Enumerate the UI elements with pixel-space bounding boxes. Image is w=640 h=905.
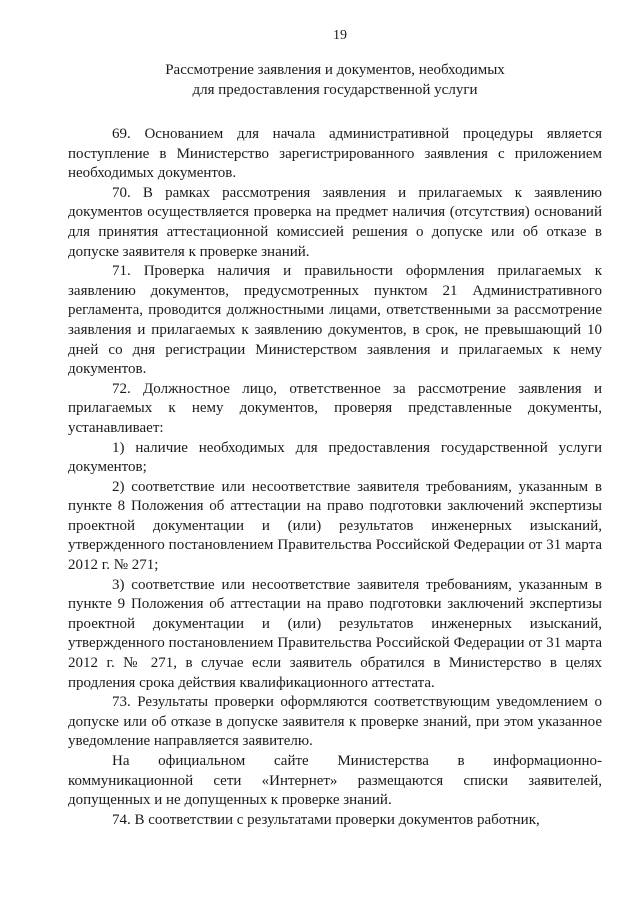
paragraph-74: 74. В соответствии с результатами проверки документов работник,	[112, 811, 540, 828]
page-number: 19	[333, 28, 347, 43]
list-item-3: 3) соответствие или несоответствие заявителя требованиям, указанным в пункте 9 Положения об аттестации на право подготовки заключений экспертизы проектной документации и (или) результатов инженерных изысканий, утвержденного постановлением Правительства Российской Федерации от 31 марта 2012 г. № 271, в случае если заявитель обратился в Министерство в целях продления срока действия квалификационного аттестата.	[68, 576, 602, 691]
paragraph-72: 72. Должностное лицо, ответственное за рассмотрение заявления и прилагаемых к нему документов, проверяя представленные документы, устанавливает:	[68, 380, 602, 436]
paragraph-69: 69. Основанием для начала административной процедуры является поступление в Министерство зарегистрированного заявления с приложением необходимых документов.	[68, 126, 602, 182]
list-item-1: 1) наличие необходимых для предоставления государственной услуги документов;	[68, 439, 602, 476]
section-title	[68, 60, 602, 100]
body-text	[68, 125, 602, 830]
section-title-line-1: Рассмотрение заявления и документов, необходимых	[165, 62, 505, 78]
paragraph-70: 70. В рамках рассмотрения заявления и прилагаемых к заявлению документов осуществляется проверка на предмет наличия (отсутствия) оснований для принятия аттестационной комиссией решения о допуске или об отказе в допуске заявителя к проверке знаний.	[68, 184, 602, 260]
section-title-line-2: для предоставления государственной услуги	[192, 82, 478, 98]
list-item-2: 2) соответствие или несоответствие заявителя требованиям, указанным в пункте 8 Положения об аттестации на право подготовки заключений экспертизы проектной документации и (или) результатов инженерных изысканий, утвержденного постановлением Правительства Российской Федерации от 31 марта 2012 г. № 271;	[68, 478, 602, 574]
paragraph-internet-notice: На официальном сайте Министерства в информационно-коммуникационной сети «Интернет» размещаются списки заявителей, допущенных и не допущенных к проверке знаний.	[68, 753, 602, 809]
paragraph-71: 71. Проверка наличия и правильности оформления прилагаемых к заявлению документов, предусмотренных пунктом 21 Административного регламента, проводится должностными лицами, ответственными за рассмотрение заявления и прилагаемых к заявлению документов, в срок, не превышающий 10 дней со дня регистрации Министерством заявления и прилагаемых к нему документов.	[68, 263, 602, 378]
paragraph-73: 73. Результаты проверки оформляются соответствующим уведомлением о допуске или об отказе в допуске заявителя к проверке знаний, при этом указанное уведомление направляется заявителю.	[68, 694, 602, 750]
